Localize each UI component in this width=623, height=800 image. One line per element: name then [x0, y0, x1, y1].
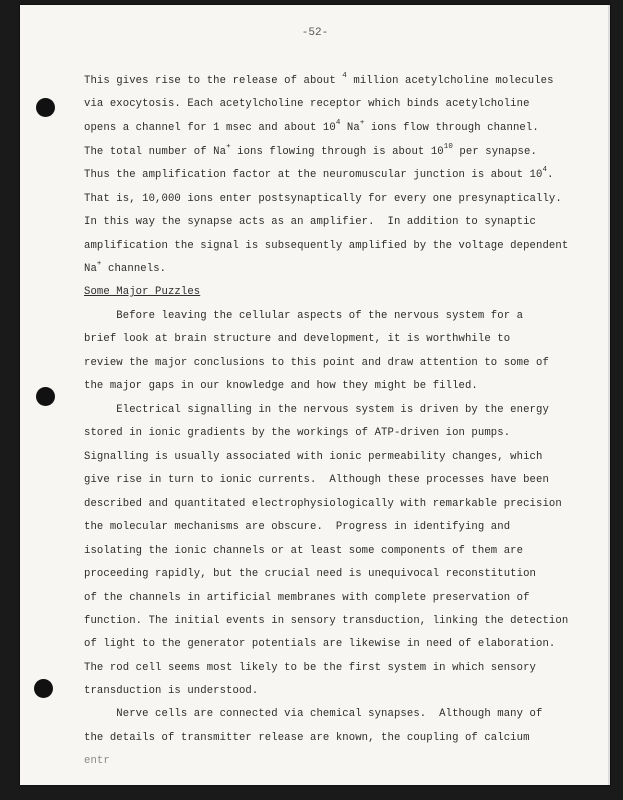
text-line	[84, 615, 568, 627]
text-span: the molecular mechanisms are obscure. Progress in identifying and	[84, 521, 511, 533]
text-span: function. The initial events in sensory transduction, linking the detection	[84, 615, 569, 627]
text-line	[84, 166, 554, 181]
text-line	[84, 685, 258, 697]
text-line	[84, 732, 530, 744]
superscript: 4	[342, 72, 347, 80]
text-line	[84, 240, 568, 252]
text-span: transduction is understood.	[84, 685, 259, 697]
text-span: stored in ionic gradients by the workings of ATP-driven ion pumps.	[84, 427, 511, 439]
text-span: Na	[84, 263, 97, 275]
text-line	[84, 755, 110, 767]
text-line	[84, 708, 542, 720]
superscript: 10	[443, 143, 453, 151]
text-line	[84, 193, 562, 205]
text-span: the details of transmitter release are known, the coupling of calcium	[84, 732, 530, 744]
text-span: This gives rise to the release of about	[84, 75, 343, 87]
text-line	[84, 98, 530, 110]
text-span: described and quantitated electrophysiologically with remarkable precision	[84, 498, 562, 510]
text-span: the major gaps in our knowledge and how they might be filled.	[84, 380, 478, 392]
text-span: .	[547, 169, 554, 181]
text-line	[84, 143, 537, 158]
text-span: isolating the ionic channels or at least some components of them are	[84, 545, 524, 557]
text-line	[84, 357, 549, 369]
superscript: +	[359, 119, 365, 127]
text-span: per synapse.	[452, 146, 537, 158]
document-page	[20, 5, 610, 785]
text-line	[84, 568, 536, 580]
text-span: Thus the amplification factor at the neuromuscular junction is about 10	[84, 169, 543, 181]
text-line	[84, 638, 555, 650]
superscript: 4	[335, 119, 341, 127]
text-span: ions flowing through is about 10	[230, 146, 444, 158]
text-span: million acetylcholine molecules	[346, 75, 554, 87]
superscript: +	[96, 260, 102, 268]
text-span: of the channels in artificial membranes with complete preservation of	[84, 592, 530, 604]
text-span: brief look at brain structure and development, it is worthwhile to	[84, 333, 511, 345]
superscript: 4	[542, 166, 548, 174]
text-line	[84, 119, 539, 134]
text-span: Signalling is usually associated with ionic permeability changes, which	[84, 451, 543, 463]
text-line	[84, 592, 530, 604]
text-span: give rise in turn to ionic currents. Although these processes have been	[84, 474, 549, 486]
text-span: Electrical signalling in the nervous system is driven by the energy	[84, 404, 549, 416]
text-line	[84, 404, 549, 416]
superscript: +	[226, 143, 231, 151]
text-span: via exocytosis. Each acetylcholine receptor which binds acetylcholine	[84, 98, 530, 110]
text-line	[84, 498, 562, 510]
text-span: Before leaving the cellular aspects of the nervous system for a	[84, 310, 524, 322]
text-line	[84, 333, 510, 345]
text-line	[84, 451, 542, 463]
text-span: proceeding rapidly, but the crucial need is unequivocal reconstitution	[84, 568, 537, 580]
text-line	[84, 216, 536, 228]
text-line	[84, 427, 510, 439]
text-span: The rod cell seems most likely to be the first system in which sensory	[84, 662, 537, 674]
text-line	[84, 380, 478, 392]
page-number: -52-	[301, 27, 329, 39]
text-span: entr	[84, 755, 110, 767]
text-line	[84, 260, 167, 275]
punch-hole	[36, 98, 55, 117]
text-line	[84, 474, 549, 486]
text-line	[84, 662, 536, 674]
text-line	[84, 521, 510, 533]
text-span: Na	[340, 122, 360, 134]
text-span: review the major conclusions to this point and draw attention to some of	[84, 357, 549, 369]
section-heading	[84, 286, 200, 298]
text-span: Nerve cells are connected via chemical synapses. Although many of	[84, 708, 543, 720]
text-line	[84, 310, 523, 322]
text-span: of light to the generator potentials are likewise in need of elaboration.	[84, 638, 556, 650]
punch-hole	[34, 679, 53, 698]
text-span: channels.	[101, 263, 167, 275]
text-span: ions flow through channel.	[364, 122, 539, 134]
text-span: That is, 10,000 ions enter postsynaptically for every one presynaptically.	[84, 193, 562, 205]
text-span: opens a channel for 1 msec and about 10	[84, 122, 336, 134]
text-line	[84, 72, 554, 87]
page-edge	[608, 5, 610, 785]
text-span: The total number of Na	[84, 146, 227, 158]
text-span: In this way the synapse acts as an amplifier. In addition to synaptic	[84, 216, 537, 228]
text-span: Some Major Puzzles	[84, 286, 201, 298]
text-line	[84, 545, 523, 557]
text-span: amplification the signal is subsequently amplified by the voltage dependent	[84, 240, 569, 252]
punch-hole	[36, 387, 55, 406]
